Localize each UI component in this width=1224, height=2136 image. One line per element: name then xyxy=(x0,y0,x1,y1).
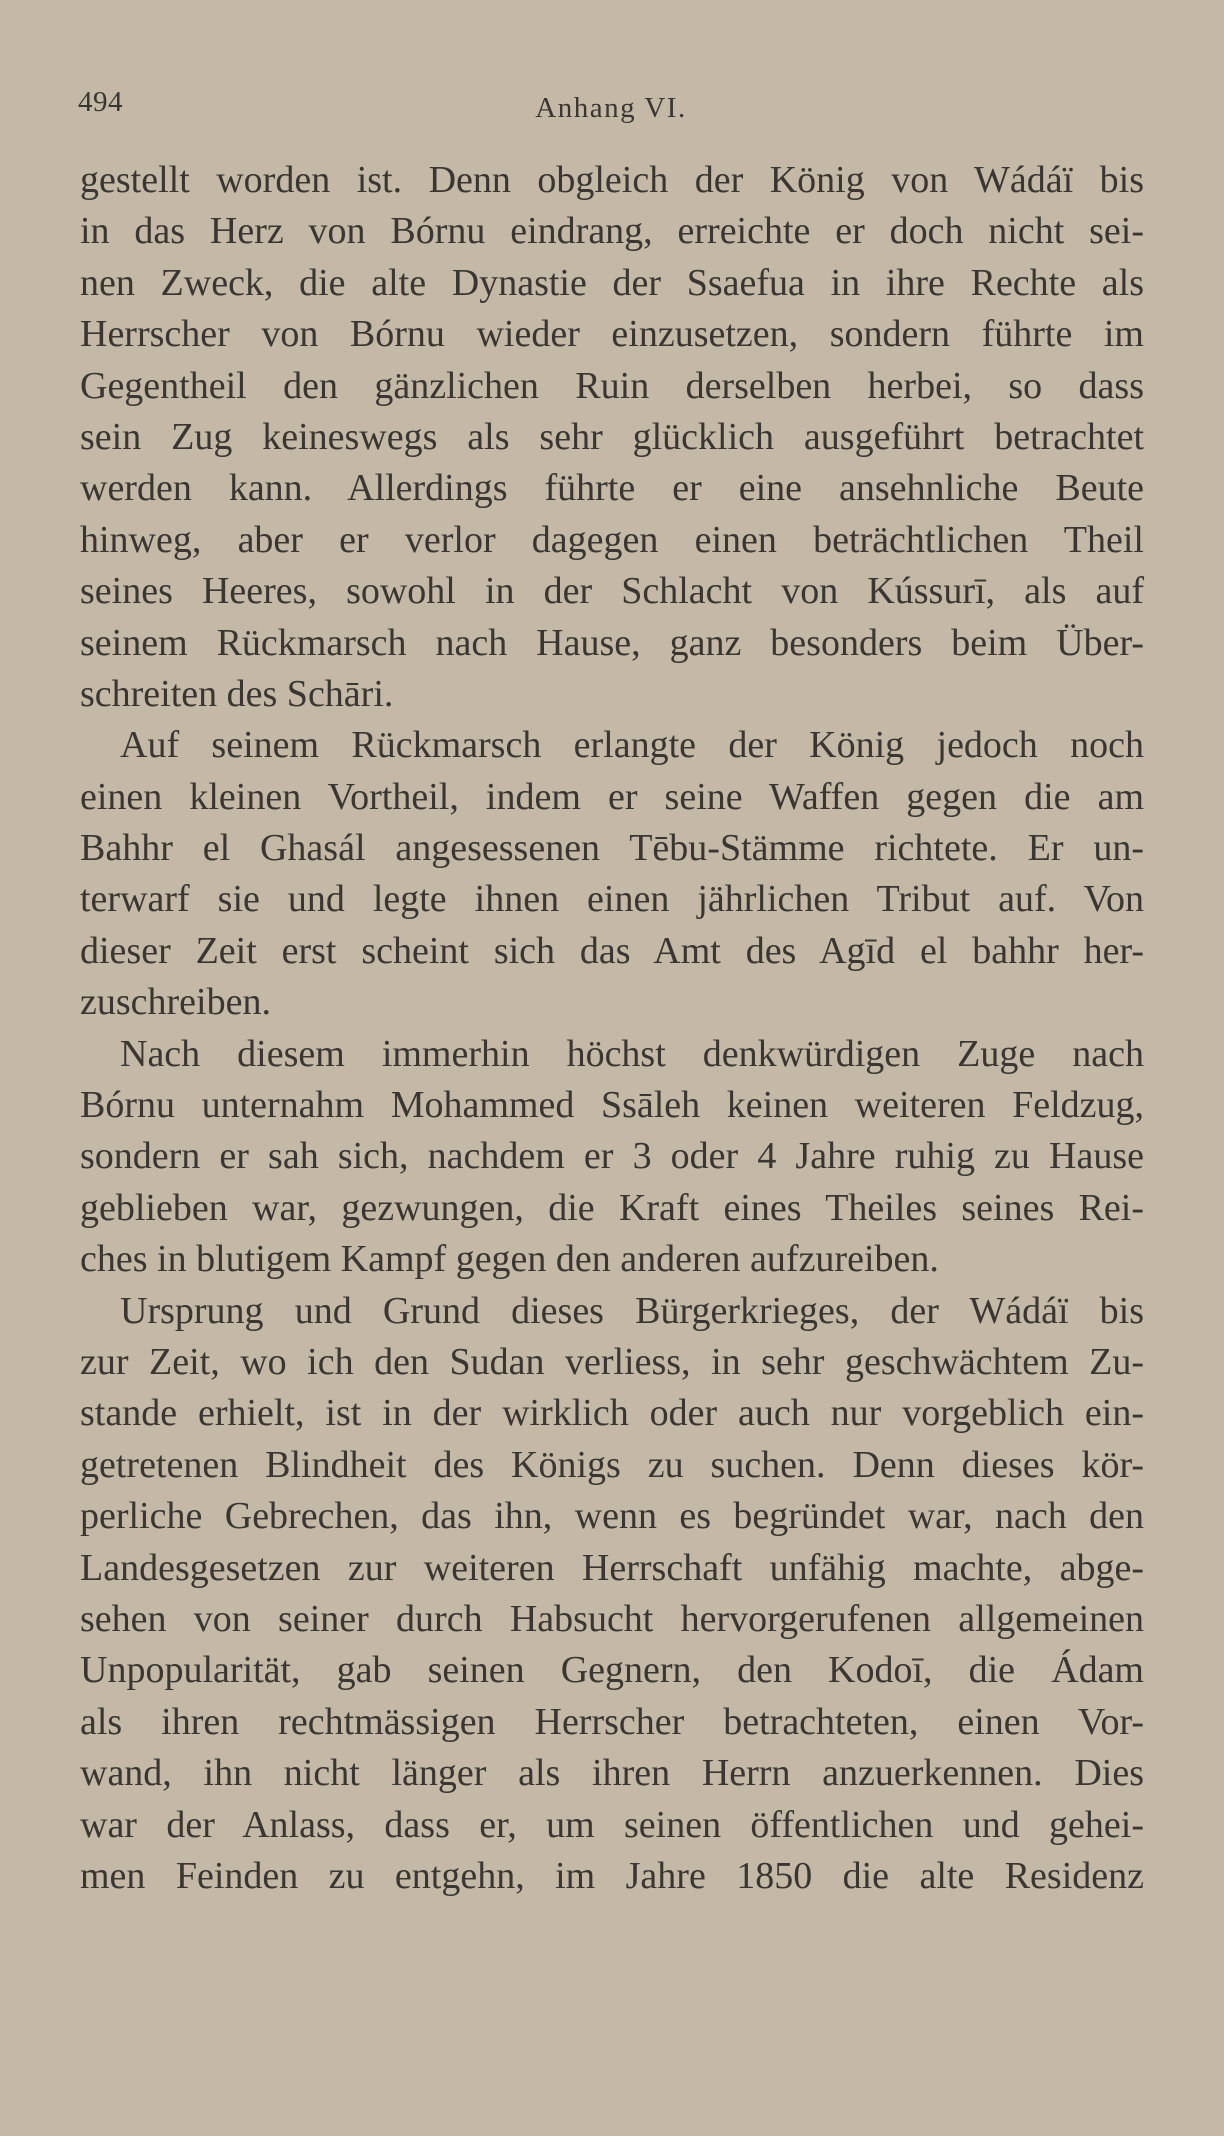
text-line: Landesgesetzen zur weiteren Herrschaft unfähig machte, abge- xyxy=(80,1546,1144,1589)
text-line: Unpopularität, gab seinen Gegnern, den Kodoī, die Ádam xyxy=(80,1649,1144,1692)
page-header xyxy=(78,86,1144,126)
text-line: getretenen Blindheit des Königs zu suchen. Denn dieses kör- xyxy=(80,1443,1144,1486)
text-line: Bórnu unternahm Mohammed Ssāleh keinen weiteren Feldzug, xyxy=(80,1084,1144,1127)
text-line: hinweg, aber er verlor dagegen einen beträchtlichen Theil xyxy=(80,518,1144,561)
text-line: terwarf sie und legte ihnen einen jährlichen Tribut auf. Von xyxy=(80,878,1144,921)
body-text xyxy=(80,155,1144,1902)
text-line: sondern er sah sich, nachdem er 3 oder 4 Jahre ruhig zu Hause xyxy=(80,1135,1144,1178)
text-line: Herrscher von Bórnu wieder einzusetzen, sondern führte im xyxy=(80,313,1144,356)
page-number: 494 xyxy=(78,86,123,118)
text-line: sehen von seiner durch Habsucht hervorgerufenen allgemeinen xyxy=(80,1597,1144,1640)
text-line: schreiten des Schāri. xyxy=(80,672,394,715)
text-line: Gegentheil den gänzlichen Ruin derselben herbei, so dass xyxy=(80,364,1144,407)
text-line: einen kleinen Vortheil, indem er seine Waffen gegen die am xyxy=(80,775,1144,818)
text-line: dieser Zeit erst scheint sich das Amt des Agīd el bahhr her- xyxy=(80,929,1144,972)
text-line: Nach diesem immerhin höchst denkwürdigen Zuge nach xyxy=(120,1032,1144,1075)
text-line: Bahhr el Ghasál angesessenen Tēbu-Stämme richtete. Er un- xyxy=(80,827,1144,870)
text-line: war der Anlass, dass er, um seinen öffentlichen und gehei- xyxy=(80,1803,1144,1846)
text-line: men Feinden zu entgehn, im Jahre 1850 die alte Residenz xyxy=(80,1854,1144,1897)
text-line: perliche Gebrechen, das ihn, wenn es begründet war, nach den xyxy=(80,1495,1144,1538)
running-title: Anhang VI. xyxy=(535,92,687,124)
text-line: zuschreiben. xyxy=(80,981,271,1024)
text-line: wand, ihn nicht länger als ihren Herrn anzuerkennen. Dies xyxy=(80,1752,1144,1795)
text-line: sein Zug keineswegs als sehr glücklich ausgeführt betrachtet xyxy=(80,415,1144,458)
text-line: gestellt worden ist. Denn obgleich der König von Wádáï bis xyxy=(80,159,1144,201)
text-line: seines Heeres, sowohl in der Schlacht von Kússurī, als auf xyxy=(80,570,1144,613)
text-line: Auf seinem Rückmarsch erlangte der König jedoch noch xyxy=(120,724,1144,767)
text-line: geblieben war, gezwungen, die Kraft eines Theiles seines Rei- xyxy=(80,1186,1144,1229)
text-line: zur Zeit, wo ich den Sudan verliess, in sehr geschwächtem Zu- xyxy=(80,1340,1144,1383)
text-line: werden kann. Allerdings führte er eine ansehnliche Beute xyxy=(80,467,1144,510)
text-line: ches in blutigem Kampf gegen den anderen aufzureiben. xyxy=(80,1238,939,1281)
text-line: Ursprung und Grund dieses Bürgerkrieges, der Wádáï bis xyxy=(120,1289,1144,1332)
text-line: stande erhielt, ist in der wirklich oder auch nur vorgeblich ein- xyxy=(80,1392,1144,1435)
text-line: als ihren rechtmässigen Herrscher betrachteten, einen Vor- xyxy=(80,1700,1144,1743)
text-line: seinem Rückmarsch nach Hause, ganz besonders beim Über- xyxy=(80,621,1144,664)
text-line: in das Herz von Bórnu eindrang, erreichte er doch nicht sei- xyxy=(80,210,1144,253)
text-line: nen Zweck, die alte Dynastie der Ssaefua in ihre Rechte als xyxy=(80,261,1144,304)
